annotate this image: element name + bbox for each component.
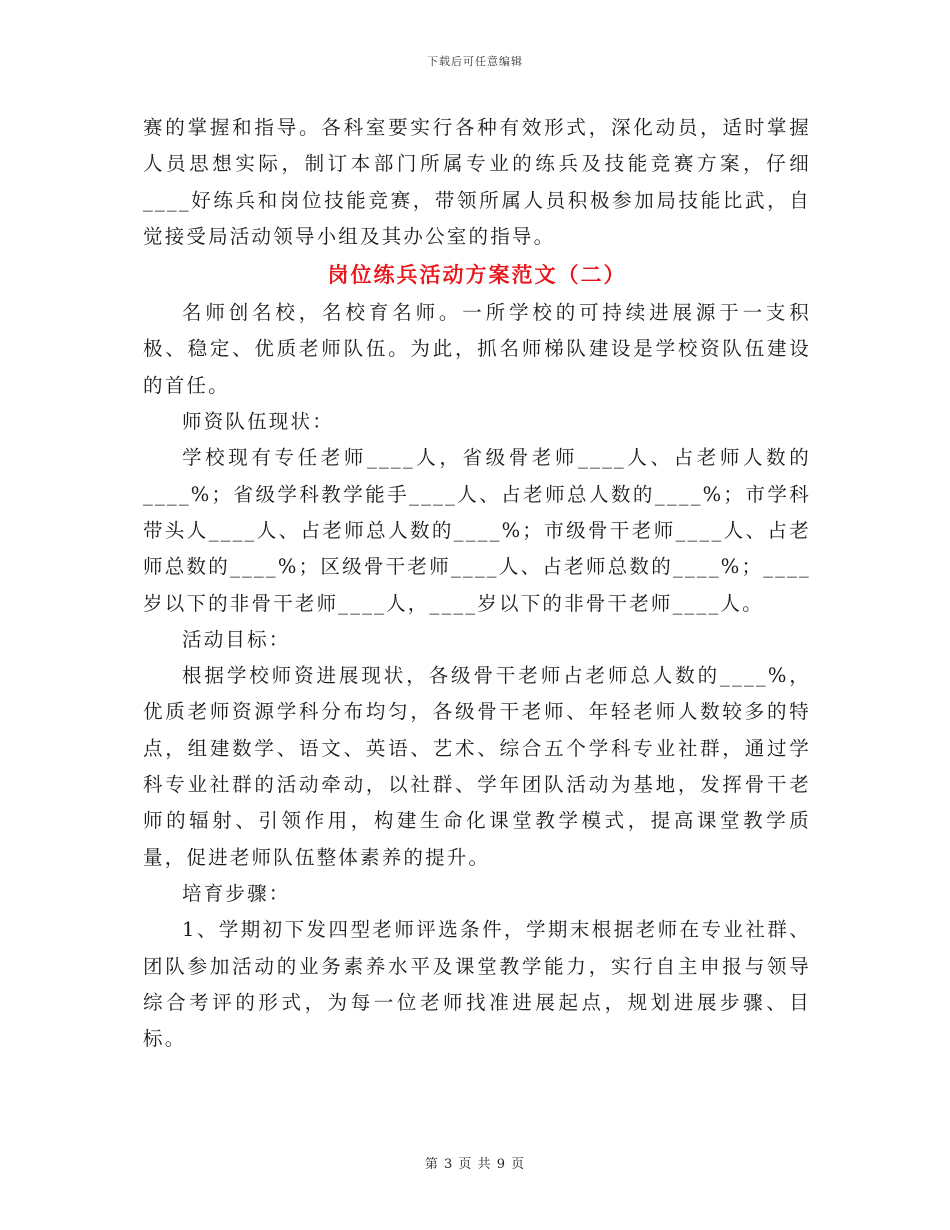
heading-activity-goal: 活动目标：	[182, 627, 291, 651]
section-title: 岗位练兵活动方案范文（二）	[327, 262, 627, 288]
page-number: 第 3 页 共 9 页	[424, 1157, 526, 1172]
header-note: 下载后可任意编辑	[427, 55, 523, 68]
paragraph-continued: 赛的掌握和指导。各科室要实行各种有效形式，深化动员，适时掌握人员思想实际，制订本部门所属专业的练兵及技能竞赛方案，仔细____好练兵和岗位技能竞赛，带领所属人员积极参加局技能比武，自觉接受局活动领导小组及其办公室的指导。	[143, 116, 811, 248]
heading-training-steps: 培育步骤：	[182, 881, 291, 905]
paragraph-intro: 名师创名校，名校育名师。一所学校的可持续进展源于一支积极、稳定、优质老师队伍。为此，抓名师梯队建设是学校资队伍建设的首任。	[143, 301, 811, 397]
paragraph-staff-status: 学校现有专任老师____人，省级骨老师____人、占老师人数的____%；省级学科教学能手____人、占老师总人数的____%；市学科带头人____人、占老师总人数的____%；市级骨干老师____人、占老师总数的____%；区级骨干老师____人、占老师总数的____%；____岁以下的非骨干老师____人，____岁以下的非骨干老师____人。	[143, 446, 811, 615]
paragraph-step-1: 1、学期初下发四型老师评选条件，学期末根据老师在专业社群、团队参加活动的业务素养水平及课堂教学能力，实行自主申报与领导综合考评的形式，为每一位老师找准进展起点，规划进展步骤、目标。	[143, 918, 811, 1051]
paragraph-activity-goal: 根据学校师资进展现状，各级骨干老师占老师总人数的____%，优质老师资源学科分布均匀，各级骨干老师、年轻老师人数较多的特点，组建数学、语文、英语、艺术、综合五个学科专业社群，通过学科专业社群的活动牵动，以社群、学年团队活动为基地，发挥骨干老师的辐射、引领作用，构建生命化课堂教学模式，提高课堂教学质量，促进老师队伍整体素养的提升。	[143, 664, 811, 869]
document-body	[143, 110, 811, 1057]
heading-staff-status: 师资队伍现状：	[182, 410, 334, 434]
